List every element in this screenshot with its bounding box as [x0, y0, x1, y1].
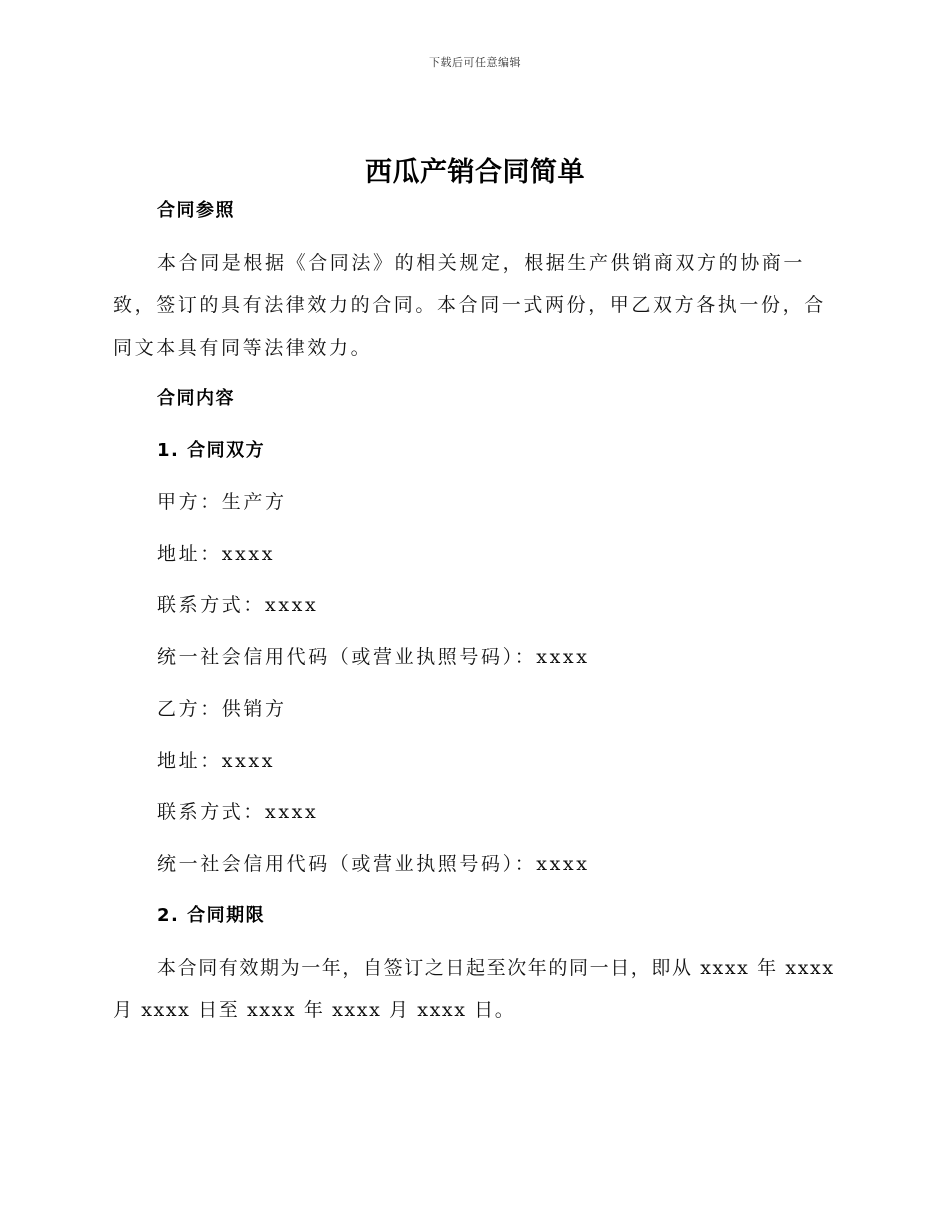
- reference-paragraph-line-1: 本合同是根据《合同法》的相关规定，根据生产供销商双方的协商一: [157, 252, 806, 274]
- party-b-contact: 联系方式：xxxx: [157, 801, 319, 823]
- section-heading-reference: 合同参照: [157, 200, 235, 221]
- party-b-credit-code: 统一社会信用代码（或营业执照号码）：xxxx: [157, 853, 590, 875]
- party-a-label: 甲方：生产方: [157, 491, 287, 513]
- section-heading-parties: 1. 合同双方: [157, 440, 266, 461]
- party-b-address: 地址：xxxx: [157, 750, 276, 772]
- document-title: 西瓜产销合同简单: [365, 157, 585, 188]
- term-paragraph-line-1: 本合同有效期为一年，自签订之日起至次年的同一日，即从 xxxx 年 xxxx: [157, 957, 835, 979]
- reference-paragraph-line-2: 致，签订的具有法律效力的合同。本合同一式两份，甲乙双方各执一份，合: [113, 294, 826, 316]
- section-heading-content: 合同内容: [157, 388, 235, 409]
- section-heading-term: 2. 合同期限: [157, 905, 266, 926]
- page-header-note: 下载后可任意编辑: [429, 56, 521, 69]
- party-b-label: 乙方：供销方: [157, 698, 287, 720]
- party-a-address: 地址：xxxx: [157, 543, 276, 565]
- term-paragraph-line-2: 月 xxxx 日至 xxxx 年 xxxx 月 xxxx 日。: [113, 999, 516, 1021]
- party-a-credit-code: 统一社会信用代码（或营业执照号码）：xxxx: [157, 646, 590, 668]
- party-a-contact: 联系方式：xxxx: [157, 594, 319, 616]
- reference-paragraph-line-3: 同文本具有同等法律效力。: [113, 337, 373, 359]
